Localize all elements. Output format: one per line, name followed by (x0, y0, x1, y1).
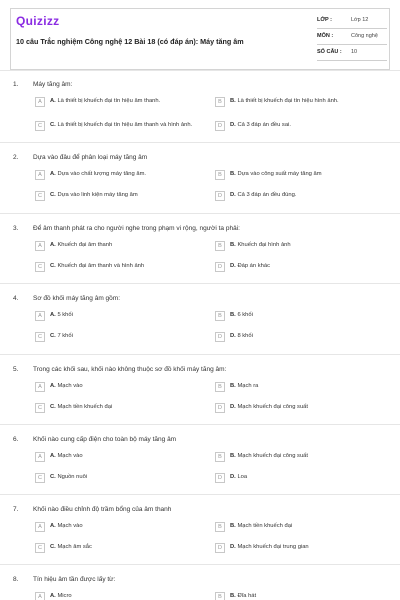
option-letter-box: B (215, 311, 225, 321)
option-text (50, 383, 195, 391)
option-body: Mạch vào (57, 523, 83, 530)
option-letter-box: A (35, 522, 45, 532)
option-text (50, 333, 195, 341)
option-body: Dựa vào linh kiện máy tăng âm (57, 192, 138, 199)
question-divider (0, 564, 400, 565)
option-body: Mạch khuếch đại công suất (237, 404, 309, 411)
option-prefix: D. (230, 192, 236, 199)
answer-option-d[interactable] (215, 261, 375, 273)
option-body: Mạch vào (57, 383, 83, 390)
question-text: Khối nào cung cấp điện cho toàn bộ máy tăng âm (33, 435, 177, 443)
question-item (0, 573, 400, 600)
option-letter-box: A (35, 241, 45, 251)
question-divider (0, 424, 400, 425)
option-text (230, 404, 375, 412)
option-prefix: D. (230, 122, 236, 129)
answer-option-c[interactable] (35, 261, 195, 273)
question-text: Dựa vào đâu để phân loại máy tăng âm (33, 153, 148, 161)
option-letter-box: B (215, 97, 225, 107)
question-header (13, 78, 72, 90)
question-header (13, 573, 115, 585)
option-text (230, 523, 375, 531)
meta-row-grade (317, 12, 387, 28)
answer-option-a[interactable] (35, 310, 195, 322)
option-letter-box: C (35, 473, 45, 483)
answer-option-c[interactable] (35, 115, 195, 137)
option-letter-box: D (215, 121, 225, 131)
option-body: Dựa vào chất lượng máy tăng âm. (57, 171, 147, 178)
meta-row-subject (317, 28, 387, 44)
option-body: Mạch ra (237, 383, 259, 390)
option-prefix: B. (230, 453, 236, 460)
option-letter-box: A (35, 382, 45, 392)
option-letter-box: B (215, 452, 225, 462)
option-letter-box: B (215, 241, 225, 251)
answer-option-b[interactable] (215, 451, 375, 463)
option-text (50, 263, 195, 271)
answer-option-b[interactable] (215, 169, 375, 181)
option-text (50, 312, 195, 320)
option-letter-box: A (35, 97, 45, 107)
option-letter-box: B (215, 522, 225, 532)
option-prefix: B. (230, 312, 236, 319)
question-header (13, 292, 120, 304)
option-text (230, 593, 375, 600)
option-text (50, 453, 195, 461)
answer-option-c[interactable] (35, 542, 195, 554)
question-number: 6. (13, 435, 19, 443)
option-letter-box: D (215, 332, 225, 342)
question-header (13, 433, 176, 445)
option-prefix: B. (230, 593, 236, 600)
option-letter-box: D (215, 191, 225, 201)
option-body: Đĩa hát (237, 593, 257, 600)
option-body: 5 khối (57, 312, 73, 319)
option-body: Là thiết bị khuếch đại tín hiệu hình ảnh. (237, 98, 339, 105)
question-number: 3. (13, 224, 19, 232)
option-letter-box: A (35, 452, 45, 462)
question-divider (0, 213, 400, 214)
question-item (0, 222, 400, 282)
option-body: Mạch tiền khuếch đại (237, 523, 293, 530)
option-body: 6 khối (237, 312, 253, 319)
option-text (230, 242, 375, 250)
question-text: Khối nào điều chỉnh độ trầm bổng của âm thanh (33, 505, 172, 513)
answer-option-d[interactable] (215, 115, 375, 137)
option-text (230, 263, 375, 271)
answer-option-a[interactable] (35, 521, 195, 533)
answer-option-c[interactable] (35, 472, 195, 484)
option-body: Là thiết bị khuếch đại tín hiệu âm thanh. (57, 98, 161, 105)
option-text (50, 544, 195, 552)
option-letter-box: D (215, 262, 225, 272)
option-text (50, 242, 195, 250)
option-letter-box: A (35, 170, 45, 180)
option-body: Là thiết bị khuếch đại tín hiệu âm thanh và hình ảnh. (57, 122, 193, 129)
option-letter-box: B (215, 592, 225, 600)
question-item (0, 363, 400, 423)
option-prefix: B. (230, 98, 236, 105)
document-header (10, 8, 390, 70)
meta-value: Lớp 12 (351, 12, 387, 28)
meta-value: Công nghệ (351, 28, 387, 44)
question-item (0, 292, 400, 352)
option-prefix: B. (230, 383, 236, 390)
question-divider (0, 283, 400, 284)
question-number: 7. (13, 505, 19, 513)
meta-key: SỐ CÂU : (317, 44, 351, 60)
option-text (50, 122, 195, 130)
option-letter-box: B (215, 170, 225, 180)
option-prefix: C. (50, 474, 56, 481)
answer-option-b[interactable] (215, 240, 375, 252)
option-letter-box: C (35, 191, 45, 201)
question-divider (0, 142, 400, 143)
answer-option-c[interactable] (35, 331, 195, 343)
option-prefix: A. (50, 171, 56, 178)
question-item (0, 433, 400, 493)
question-text: Máy tăng âm: (33, 80, 73, 88)
question-text: Tín hiệu âm tần được lấy từ: (33, 575, 116, 583)
answer-option-a[interactable] (35, 591, 195, 600)
option-text (50, 523, 195, 531)
option-prefix: A. (50, 242, 56, 249)
option-text (50, 192, 195, 200)
option-body: 7 khối (57, 333, 73, 340)
option-prefix: C. (50, 192, 56, 199)
answer-option-a[interactable] (35, 91, 195, 113)
question-text: Trong các khối sau, khối nào không thuộc sơ đồ khối máy tăng âm: (33, 365, 227, 373)
option-prefix: C. (50, 404, 56, 411)
answer-option-c[interactable] (35, 190, 195, 202)
option-text (230, 98, 375, 106)
option-prefix: D. (230, 333, 236, 340)
option-letter-box: C (35, 332, 45, 342)
answer-option-d[interactable] (215, 402, 375, 414)
meta-value: 10 (351, 44, 387, 60)
option-prefix: B. (230, 242, 236, 249)
option-body: Mạch vào (57, 453, 83, 460)
option-text (230, 333, 375, 341)
answer-option-a[interactable] (35, 381, 195, 393)
option-body: Khuếch đại âm thanh và hình ảnh (57, 263, 145, 270)
question-number: 1. (13, 80, 19, 88)
question-item (0, 151, 400, 211)
option-prefix: D. (230, 474, 236, 481)
option-letter-box: C (35, 543, 45, 553)
meta-table (317, 12, 387, 61)
answer-option-b[interactable] (215, 591, 375, 600)
meta-row-count (317, 44, 387, 60)
answer-option-d[interactable] (215, 542, 375, 554)
option-body: Đáp án khác (237, 263, 270, 270)
question-header (13, 503, 171, 515)
option-letter-box: D (215, 543, 225, 553)
answer-option-d[interactable] (215, 190, 375, 202)
question-text: Sơ đồ khối máy tăng âm gồm: (33, 294, 120, 302)
option-prefix: D. (230, 263, 236, 270)
option-text (50, 404, 195, 412)
option-text (230, 192, 375, 200)
option-body: Mạch khuếch đại trung gian (237, 544, 309, 551)
question-divider (0, 494, 400, 495)
option-prefix: C. (50, 263, 56, 270)
option-prefix: A. (50, 593, 56, 600)
meta-key: MÔN : (317, 28, 351, 44)
option-body: Mạch tiền khuếch đại (57, 404, 113, 411)
option-prefix: A. (50, 453, 56, 460)
option-prefix: A. (50, 312, 56, 319)
document-title: 10 câu Trắc nghiệm Công nghệ 12 Bài 18 (có đáp án): Máy tăng âm (16, 37, 244, 46)
option-text (50, 171, 195, 179)
answer-option-d[interactable] (215, 472, 375, 484)
question-number: 4. (13, 294, 19, 302)
option-prefix: D. (230, 544, 236, 551)
option-prefix: C. (50, 122, 56, 129)
option-letter-box: D (215, 403, 225, 413)
question-header (13, 363, 226, 375)
option-body: Nguồn nuôi (57, 474, 88, 481)
answer-option-b[interactable] (215, 381, 375, 393)
option-letter-box: C (35, 262, 45, 272)
option-letter-box: C (35, 403, 45, 413)
question-divider (0, 70, 400, 71)
answer-option-d[interactable] (215, 331, 375, 343)
answer-option-a[interactable] (35, 451, 195, 463)
option-prefix: C. (50, 333, 56, 340)
quizizz-logo: Quizizz (16, 14, 60, 28)
option-body: Mạch khuếch đại công suất (237, 453, 309, 460)
option-letter-box: D (215, 473, 225, 483)
option-text (230, 453, 375, 461)
meta-key: LỚP : (317, 12, 351, 28)
option-letter-box: B (215, 382, 225, 392)
question-text: Để âm thanh phát ra cho người nghe trong phạm vi rộng, người ta phải: (33, 224, 240, 232)
option-body: Khuếch đại âm thanh (57, 242, 113, 249)
answer-option-b[interactable] (215, 310, 375, 322)
question-item (0, 78, 400, 138)
option-body: Mạch âm sắc (57, 544, 92, 551)
option-prefix: B. (230, 523, 236, 530)
option-prefix: C. (50, 544, 56, 551)
option-prefix: D. (230, 404, 236, 411)
option-text (230, 544, 375, 552)
option-prefix: A. (50, 383, 56, 390)
answer-option-a[interactable] (35, 169, 195, 181)
question-divider (0, 354, 400, 355)
option-text (230, 312, 375, 320)
option-prefix: A. (50, 523, 56, 530)
option-text (50, 98, 195, 106)
option-letter-box: A (35, 311, 45, 321)
answer-option-a[interactable] (35, 240, 195, 252)
option-text (230, 383, 375, 391)
option-prefix: A. (50, 98, 56, 105)
option-prefix: B. (230, 171, 236, 178)
question-header (13, 151, 147, 163)
option-body: Khuếch đại hình ảnh (237, 242, 291, 249)
option-text (50, 593, 195, 600)
question-number: 2. (13, 153, 19, 161)
option-body: Cả 3 đáp án đều đúng. (237, 192, 297, 199)
option-body: Cả 3 đáp án đều sai. (237, 122, 291, 129)
answer-option-b[interactable] (215, 91, 375, 113)
answer-option-b[interactable] (215, 521, 375, 533)
question-number: 8. (13, 575, 19, 583)
option-text (230, 122, 375, 130)
option-letter-box: C (35, 121, 45, 131)
option-text (50, 474, 195, 482)
option-body: Micro (57, 593, 72, 600)
option-body: Dựa vào công suất máy tăng âm (237, 171, 322, 178)
option-text (230, 474, 375, 482)
option-letter-box: A (35, 592, 45, 600)
answer-option-c[interactable] (35, 402, 195, 414)
question-header (13, 222, 240, 234)
option-body: 8 khối (237, 333, 253, 340)
option-body: Loa (237, 474, 248, 481)
option-text (230, 171, 375, 179)
question-number: 5. (13, 365, 19, 373)
question-item (0, 503, 400, 563)
